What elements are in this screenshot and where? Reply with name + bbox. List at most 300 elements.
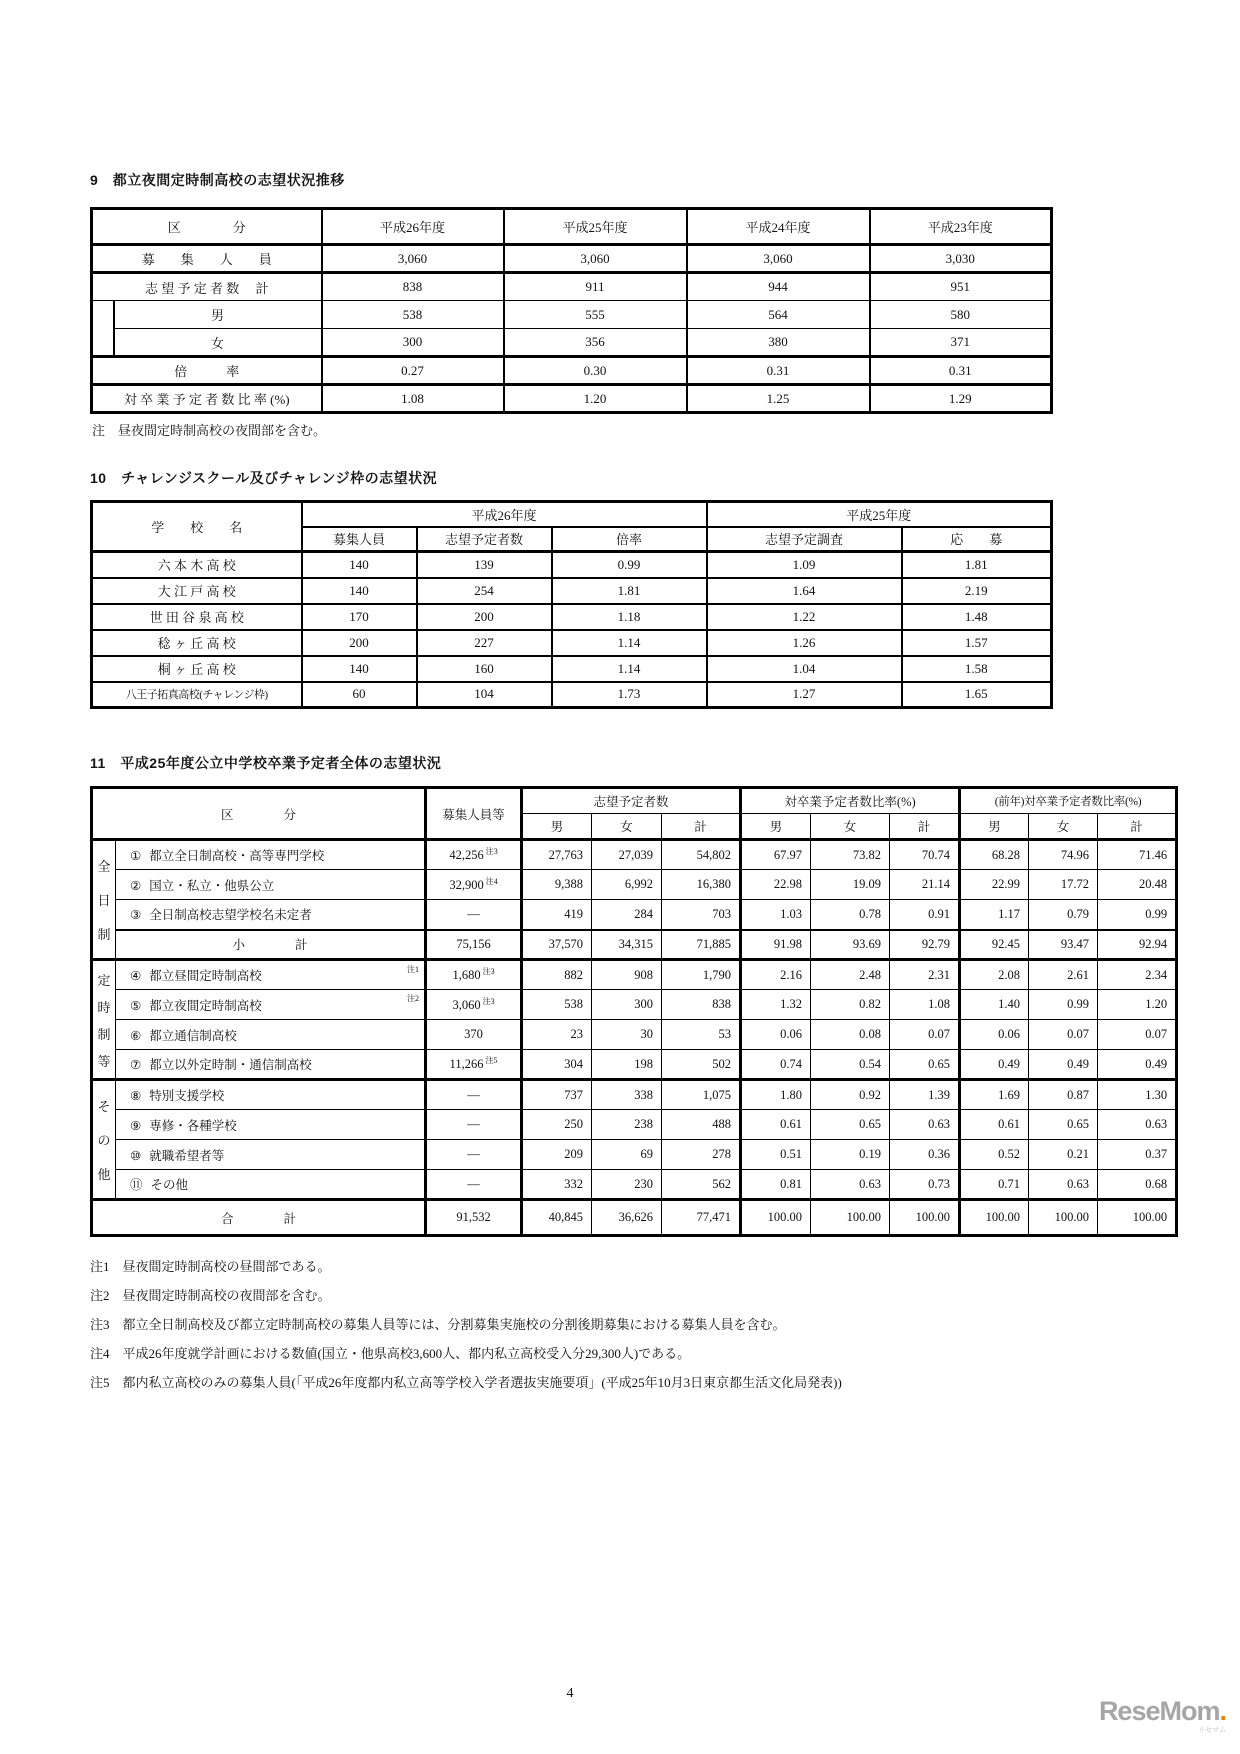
table-body xyxy=(92,840,1177,1236)
data-cell: 16,380 xyxy=(662,870,741,900)
data-cell: 23 xyxy=(522,1020,592,1050)
row-name: 全日制高校志望学校名未定者 xyxy=(149,908,312,923)
data-cell: 2.08 xyxy=(960,960,1029,990)
watermark-subtext: リセマム xyxy=(1198,1727,1226,1734)
school-name: 八王子拓真高校(チャレンジ枠) xyxy=(92,682,302,708)
data-cell: 100.00 xyxy=(890,1200,960,1236)
data-cell: 0.63 xyxy=(890,1110,960,1140)
data-cell: 1.20 xyxy=(1098,990,1177,1020)
data-cell: 1.22 xyxy=(707,604,902,630)
row-label: 男 xyxy=(114,301,322,329)
recruit-cell: ― xyxy=(426,1080,522,1110)
row-number: ① xyxy=(130,849,142,863)
data-cell: 92.79 xyxy=(890,930,960,960)
table-row xyxy=(92,1140,1177,1170)
group-label xyxy=(92,960,116,1080)
data-cell: 1,790 xyxy=(662,960,741,990)
section9-title: 9 都立夜間定時制高校の志望状況推移 xyxy=(90,172,345,188)
data-cell: 838 xyxy=(662,990,741,1020)
column-header-h26: 平成26年度 xyxy=(302,502,707,527)
school-name: 桐 ヶ 丘 高 校 xyxy=(92,656,302,682)
table-row xyxy=(92,357,1052,385)
data-cell: 1.29 xyxy=(870,385,1052,413)
group-label-char: 制 xyxy=(97,926,111,942)
data-cell: 2.19 xyxy=(902,578,1052,604)
footnote-marker: 注4 xyxy=(485,876,498,886)
data-cell: 1.14 xyxy=(552,630,707,656)
column-subheader: 女 xyxy=(1029,814,1098,840)
row-name: 特別支援学校 xyxy=(149,1089,225,1103)
table-row xyxy=(92,900,1177,930)
row-label: 倍 率 xyxy=(92,357,322,385)
row-number: ③ xyxy=(130,908,142,923)
column-subheader: 女 xyxy=(811,814,890,840)
data-cell: 1.32 xyxy=(741,990,811,1020)
data-cell: 1.03 xyxy=(741,900,811,930)
note-line: 注5 都内私立高校のみの募集人員(「平成26年度都内私立高等学校入学者選抜実施要項」(平成25年10月3日東京都生活文化局発表)) xyxy=(90,1375,842,1390)
school-name: 稔 ヶ 丘 高 校 xyxy=(92,630,302,656)
table-row xyxy=(92,1020,1177,1050)
data-cell: 951 xyxy=(870,273,1052,301)
data-cell: 2.16 xyxy=(741,960,811,990)
column-subheader: 男 xyxy=(741,814,811,840)
row-number: ⑧ xyxy=(130,1089,142,1103)
data-cell: 278 xyxy=(662,1140,741,1170)
row-name: 就職希望者等 xyxy=(149,1148,225,1163)
column-subheader: 男 xyxy=(522,814,592,840)
footnote-marker: 注3 xyxy=(482,967,495,977)
data-cell: 3,060 xyxy=(687,245,870,273)
data-cell: 92.45 xyxy=(960,930,1029,960)
data-cell: 230 xyxy=(592,1170,662,1200)
data-cell: 882 xyxy=(522,960,592,990)
row-label: 対 卒 業 予 定 者 数 比 率 (%) xyxy=(92,385,322,413)
data-cell: 140 xyxy=(302,656,417,682)
data-cell: 0.68 xyxy=(1098,1170,1177,1200)
data-cell: 1.39 xyxy=(890,1080,960,1110)
data-cell: 488 xyxy=(662,1110,741,1140)
data-cell: 0.27 xyxy=(322,357,504,385)
data-cell: 2.31 xyxy=(890,960,960,990)
data-cell: 74.96 xyxy=(1029,840,1098,870)
data-cell: 284 xyxy=(592,900,662,930)
column-subheader: 募集人員 xyxy=(302,527,417,552)
data-cell: 0.31 xyxy=(687,357,870,385)
data-cell: 1.04 xyxy=(707,656,902,682)
row-number: ⑤ xyxy=(130,998,142,1013)
school-name: 六 本 木 高 校 xyxy=(92,552,302,578)
table-row xyxy=(92,630,1052,656)
data-cell: 1.48 xyxy=(902,604,1052,630)
data-cell: 304 xyxy=(522,1050,592,1080)
data-cell: 73.82 xyxy=(811,840,890,870)
column-subheader: 応 募 xyxy=(902,527,1052,552)
section10-title: 10 チャレンジスクール及びチャレンジ枠の志望状況 xyxy=(90,470,438,486)
table-header-row xyxy=(92,209,1052,245)
group-label-vertical xyxy=(93,842,115,958)
data-cell: 0.54 xyxy=(811,1050,890,1080)
column-group-header: (前年)対卒業予定者数比率(%) xyxy=(960,788,1177,814)
data-cell: 250 xyxy=(522,1110,592,1140)
data-cell: 1.57 xyxy=(902,630,1052,656)
data-cell: 53 xyxy=(662,1020,741,1050)
row-name: 都立夜間定時制高校 xyxy=(149,998,262,1013)
data-cell: 0.74 xyxy=(741,1050,811,1080)
data-cell: 908 xyxy=(592,960,662,990)
data-cell: 1.17 xyxy=(960,900,1029,930)
resemom-logo: ReseMom. xyxy=(1098,1696,1226,1726)
watermark-dot: . xyxy=(1219,1696,1226,1726)
data-cell: 371 xyxy=(870,329,1052,357)
data-cell: 227 xyxy=(417,630,552,656)
column-subheader: 倍率 xyxy=(552,527,707,552)
footnotes xyxy=(90,1252,1180,1397)
data-cell: 1.08 xyxy=(322,385,504,413)
column-subheader: 計 xyxy=(890,814,960,840)
data-cell: 0.78 xyxy=(811,900,890,930)
column-header-year: 平成26年度 xyxy=(322,209,504,245)
row-label xyxy=(116,870,426,900)
data-cell: 100.00 xyxy=(811,1200,890,1236)
data-cell: 356 xyxy=(504,329,687,357)
row-number: ④ xyxy=(130,969,142,983)
note-line: 注1 昼夜間定時制高校の昼間部である。 xyxy=(90,1259,331,1274)
data-cell: 0.51 xyxy=(741,1140,811,1170)
data-cell: 200 xyxy=(417,604,552,630)
data-cell: 0.79 xyxy=(1029,900,1098,930)
data-cell: 170 xyxy=(302,604,417,630)
row-number: ② xyxy=(130,878,142,893)
column-header-recruit: 募集人員等 xyxy=(426,788,522,840)
table-row xyxy=(92,301,1052,329)
data-cell: 0.08 xyxy=(811,1020,890,1050)
column-group-header: 対卒業予定者数比率(%) xyxy=(741,788,960,814)
row-number: ⑪ xyxy=(130,1178,143,1192)
table-row xyxy=(92,990,1177,1020)
note-line: 注2 昼夜間定時制高校の夜間部を含む。 xyxy=(90,1288,331,1303)
recruit-cell: 32,900 $^{注4}$ xyxy=(426,870,522,900)
resemom-watermark xyxy=(1099,1698,1226,1734)
data-cell: 36,626 xyxy=(592,1200,662,1236)
recruit-cell: 91,532 xyxy=(426,1200,522,1236)
column-subheader: 計 xyxy=(1098,814,1177,840)
data-cell: 1.20 xyxy=(504,385,687,413)
table-head xyxy=(92,788,1177,840)
data-cell: 332 xyxy=(522,1170,592,1200)
row-name: 都立以外定時制・通信制高校 xyxy=(149,1058,312,1072)
group-label-char: 全 xyxy=(97,859,111,875)
data-cell: 1.26 xyxy=(707,630,902,656)
data-cell: 140 xyxy=(302,552,417,578)
data-cell: 419 xyxy=(522,900,592,930)
row-label: 募 集 人 員 xyxy=(92,245,322,273)
group-label-char: 制 xyxy=(97,1026,111,1042)
data-cell: 538 xyxy=(522,990,592,1020)
table-row xyxy=(92,385,1052,413)
data-cell: 9,388 xyxy=(522,870,592,900)
column-header-year: 平成23年度 xyxy=(870,209,1052,245)
data-cell: 0.81 xyxy=(741,1170,811,1200)
data-cell: 160 xyxy=(417,656,552,682)
row-label xyxy=(116,960,426,990)
data-cell: 0.99 xyxy=(1098,900,1177,930)
data-cell: 67.97 xyxy=(741,840,811,870)
data-cell: 2.48 xyxy=(811,960,890,990)
group-label-char: 日 xyxy=(97,893,111,908)
table-all-graduates-preference xyxy=(90,786,1178,1237)
data-cell: 0.63 xyxy=(1098,1110,1177,1140)
data-cell: 555 xyxy=(504,301,687,329)
data-cell: 580 xyxy=(870,301,1052,329)
data-cell: 238 xyxy=(592,1110,662,1140)
data-cell: 3,060 xyxy=(504,245,687,273)
data-cell: 1.65 xyxy=(902,682,1052,708)
data-cell: 0.63 xyxy=(1029,1170,1098,1200)
data-cell: 0.49 xyxy=(1029,1050,1098,1080)
data-cell: 911 xyxy=(504,273,687,301)
row-name: 都立昼間定時制高校 xyxy=(149,969,262,983)
row-label xyxy=(116,840,426,870)
data-cell: 0.37 xyxy=(1098,1140,1177,1170)
row-label xyxy=(116,1080,426,1110)
table-row xyxy=(92,840,1177,870)
school-name: 世 田 谷 泉 高 校 xyxy=(92,604,302,630)
data-cell: 22.99 xyxy=(960,870,1029,900)
data-cell: 0.73 xyxy=(890,1170,960,1200)
table-header-row xyxy=(92,788,1177,814)
data-cell: 77,471 xyxy=(662,1200,741,1236)
data-cell: 1.73 xyxy=(552,682,707,708)
table-row xyxy=(92,1170,1177,1200)
recruit-cell: ― xyxy=(426,1140,522,1170)
data-cell: 1.69 xyxy=(960,1080,1029,1110)
school-name: 大 江 戸 高 校 xyxy=(92,578,302,604)
row-number: ⑨ xyxy=(130,1118,142,1133)
group-label xyxy=(92,1080,116,1200)
data-cell: 100.00 xyxy=(1098,1200,1177,1236)
data-cell: 40,845 xyxy=(522,1200,592,1236)
column-subheader: 女 xyxy=(592,814,662,840)
data-cell: 1.30 xyxy=(1098,1080,1177,1110)
data-cell: 0.61 xyxy=(741,1110,811,1140)
data-cell: 1.80 xyxy=(741,1080,811,1110)
recruit-cell: ― xyxy=(426,1170,522,1200)
data-cell: 1.81 xyxy=(552,578,707,604)
data-cell: 104 xyxy=(417,682,552,708)
data-cell: 1.40 xyxy=(960,990,1029,1020)
data-cell: 338 xyxy=(592,1080,662,1110)
data-cell: 140 xyxy=(302,578,417,604)
data-cell: 20.48 xyxy=(1098,870,1177,900)
table-row xyxy=(92,682,1052,708)
table-row xyxy=(92,960,1177,990)
data-cell: 93.47 xyxy=(1029,930,1098,960)
group-label-char: の xyxy=(97,1133,111,1148)
note-line: 注3 都立全日制高校及び都立定時制高校の募集人員等には、分割募集実施校の分割後期募集における募集人員を含む。 xyxy=(90,1317,786,1332)
data-cell: 92.94 xyxy=(1098,930,1177,960)
data-cell: 0.36 xyxy=(890,1140,960,1170)
column-header-year: 平成24年度 xyxy=(687,209,870,245)
table-row xyxy=(92,1050,1177,1080)
data-cell: 0.87 xyxy=(1029,1080,1098,1110)
data-cell: 200 xyxy=(302,630,417,656)
data-cell: 300 xyxy=(322,329,504,357)
column-subheader: 志望予定調査 xyxy=(707,527,902,552)
data-cell: 139 xyxy=(417,552,552,578)
data-cell: 1.08 xyxy=(890,990,960,1020)
data-cell: 34,315 xyxy=(592,930,662,960)
column-subheader: 計 xyxy=(662,814,741,840)
recruit-cell: 42,256 $^{注3}$ xyxy=(426,840,522,870)
data-cell: 93.69 xyxy=(811,930,890,960)
note-line: 注4 平成26年度就学計画における数値(国立・他県高校3,600人、都内私立高校受入分29,300人)である。 xyxy=(90,1346,691,1361)
data-cell: 737 xyxy=(522,1080,592,1110)
data-cell: 0.07 xyxy=(890,1020,960,1050)
data-cell: 0.52 xyxy=(960,1140,1029,1170)
row-label xyxy=(116,1170,426,1200)
data-cell: 71.46 xyxy=(1098,840,1177,870)
data-cell: 1.27 xyxy=(707,682,902,708)
recruit-cell: 1,680 $^{注3}$ xyxy=(426,960,522,990)
indent-spacer xyxy=(92,301,114,357)
row-number: ⑩ xyxy=(130,1148,142,1163)
data-cell: 300 xyxy=(592,990,662,1020)
column-subheader: 志望予定者数 xyxy=(417,527,552,552)
data-cell: 68.28 xyxy=(960,840,1029,870)
data-cell: 0.71 xyxy=(960,1170,1029,1200)
column-header-kubun: 区 分 xyxy=(92,209,322,245)
row-label: 志 望 予 定 者 数 計 xyxy=(92,273,322,301)
section9-note: 注 昼夜間定時制高校の夜間部を含む。 xyxy=(92,423,327,438)
recruit-cell: ― xyxy=(426,1110,522,1140)
data-cell: 100.00 xyxy=(960,1200,1029,1236)
group-label-char: そ xyxy=(97,1099,111,1115)
table-row xyxy=(92,552,1052,578)
table-row xyxy=(92,273,1052,301)
table-body xyxy=(92,245,1052,413)
table-row xyxy=(92,578,1052,604)
group-label-char: 時 xyxy=(97,999,111,1015)
row-label xyxy=(116,1110,426,1140)
row-label xyxy=(116,1020,426,1050)
data-cell: 0.99 xyxy=(1029,990,1098,1020)
footnote-marker: 注1 xyxy=(407,965,420,974)
column-header-kubun: 区 分 xyxy=(92,788,426,840)
recruit-cell: 370 xyxy=(426,1020,522,1050)
data-cell: 0.49 xyxy=(960,1050,1029,1080)
data-cell: 1.64 xyxy=(707,578,902,604)
group-label-char: 等 xyxy=(97,1053,111,1069)
table-header-row xyxy=(92,502,1052,527)
data-cell: 838 xyxy=(322,273,504,301)
table-row xyxy=(92,329,1052,357)
table-head xyxy=(92,502,1052,552)
column-header-school: 学 校 名 xyxy=(92,502,302,552)
data-cell: 27,039 xyxy=(592,840,662,870)
data-cell: 69 xyxy=(592,1140,662,1170)
row-name: 都立通信制高校 xyxy=(149,1028,237,1043)
row-label xyxy=(116,1140,426,1170)
column-header-year: 平成25年度 xyxy=(504,209,687,245)
data-cell: 944 xyxy=(687,273,870,301)
data-cell: 0.07 xyxy=(1029,1020,1098,1050)
table-row xyxy=(92,245,1052,273)
data-cell: 1.09 xyxy=(707,552,902,578)
total-label: 合 計 xyxy=(92,1200,426,1236)
data-cell: 71,885 xyxy=(662,930,741,960)
table-head xyxy=(92,209,1052,245)
data-cell: 100.00 xyxy=(1029,1200,1098,1236)
row-label xyxy=(116,990,426,1020)
data-cell: 1.25 xyxy=(687,385,870,413)
table-night-parttime-trend xyxy=(90,207,1053,414)
row-label xyxy=(116,900,426,930)
data-cell: 0.19 xyxy=(811,1140,890,1170)
row-label: 女 xyxy=(114,329,322,357)
data-cell: 37,570 xyxy=(522,930,592,960)
data-cell: 54,802 xyxy=(662,840,741,870)
data-cell: 0.65 xyxy=(1029,1110,1098,1140)
data-cell: 0.65 xyxy=(811,1110,890,1140)
data-cell: 0.65 xyxy=(890,1050,960,1080)
data-cell: 2.34 xyxy=(1098,960,1177,990)
recruit-cell: 3,060 $^{注3}$ xyxy=(426,990,522,1020)
data-cell: 0.61 xyxy=(960,1110,1029,1140)
table-row xyxy=(92,930,1177,960)
data-cell: 17.72 xyxy=(1029,870,1098,900)
data-cell: 21.14 xyxy=(890,870,960,900)
data-cell: 564 xyxy=(687,301,870,329)
group-label-vertical xyxy=(93,1082,115,1198)
data-cell: 3,030 xyxy=(870,245,1052,273)
data-cell: 60 xyxy=(302,682,417,708)
data-cell: 0.31 xyxy=(870,357,1052,385)
row-name: その他 xyxy=(150,1178,189,1192)
recruit-cell: ― xyxy=(426,900,522,930)
footnote-marker: 注5 xyxy=(485,1056,498,1066)
data-cell: 0.99 xyxy=(552,552,707,578)
data-cell: 30 xyxy=(592,1020,662,1050)
table-row xyxy=(92,1110,1177,1140)
data-cell: 1.18 xyxy=(552,604,707,630)
data-cell: 209 xyxy=(522,1140,592,1170)
data-cell: 19.09 xyxy=(811,870,890,900)
data-cell: 502 xyxy=(662,1050,741,1080)
table-challenge-schools xyxy=(90,500,1053,709)
row-number: ⑦ xyxy=(130,1058,142,1072)
data-cell: 27,763 xyxy=(522,840,592,870)
table-total-row xyxy=(92,1200,1177,1236)
column-subheader: 男 xyxy=(960,814,1029,840)
row-name: 都立全日制高校・高等専門学校 xyxy=(149,849,325,863)
data-cell: 538 xyxy=(322,301,504,329)
column-header-h25: 平成25年度 xyxy=(707,502,1052,527)
page-number: 4 xyxy=(566,1686,574,1701)
group-label xyxy=(92,840,116,960)
data-cell: 703 xyxy=(662,900,741,930)
data-cell: 198 xyxy=(592,1050,662,1080)
data-cell: 0.82 xyxy=(811,990,890,1020)
data-cell: 1.81 xyxy=(902,552,1052,578)
group-label-char: 他 xyxy=(97,1166,111,1182)
recruit-cell: 11,266 $^{注5}$ xyxy=(426,1050,522,1080)
data-cell: 1,075 xyxy=(662,1080,741,1110)
footnote-marker: 注2 xyxy=(407,994,420,1003)
data-cell: 0.91 xyxy=(890,900,960,930)
row-number: ⑥ xyxy=(130,1028,142,1043)
group-label-vertical xyxy=(93,962,115,1078)
row-label-subtotal: 小 計 xyxy=(116,930,426,960)
